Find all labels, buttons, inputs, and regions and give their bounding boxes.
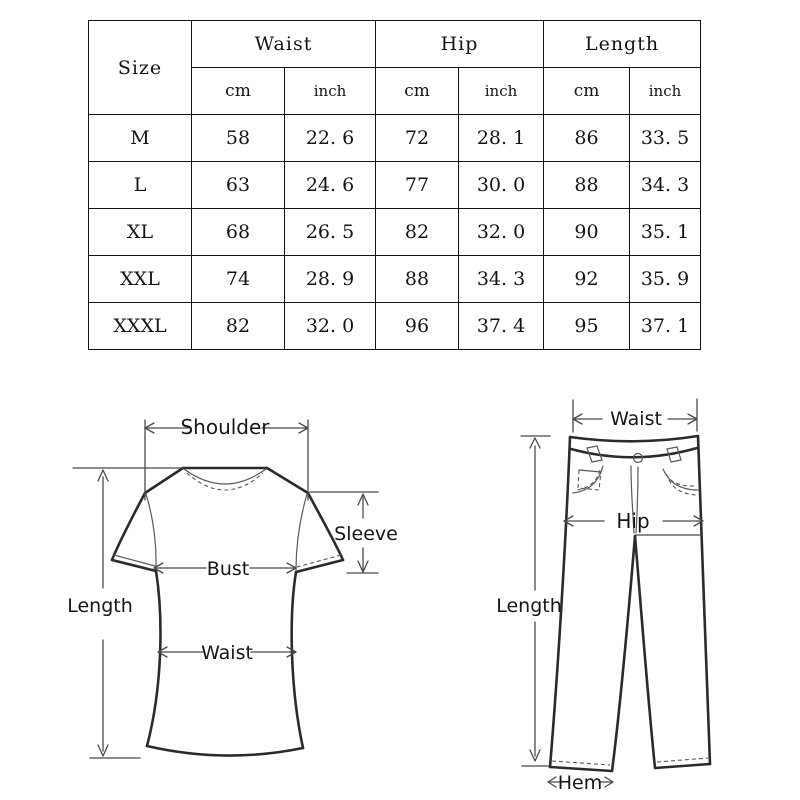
waist-inch-cell: 24. 6 <box>285 162 376 209</box>
tshirt-outline <box>112 468 343 756</box>
tshirt-collar-and-seams <box>114 469 341 570</box>
hip-cm-header: cm <box>376 68 459 115</box>
table-row-l <box>89 162 701 209</box>
waist-cm-cell: 82 <box>192 303 285 350</box>
hip-inch-cell: 28. 1 <box>459 115 544 162</box>
waist-cm-cell: 74 <box>192 256 285 303</box>
waist-cm-cell: 58 <box>192 115 285 162</box>
table-row-xl <box>89 209 701 256</box>
waist-inch-cell: 22. 6 <box>285 115 376 162</box>
size-cell: XL <box>89 209 192 256</box>
shirt-shoulder-label: Shoulder <box>180 415 270 439</box>
length-cm-cell: 90 <box>544 209 630 256</box>
hip-inch-cell: 32. 0 <box>459 209 544 256</box>
shirt-length-label: Length <box>67 595 133 617</box>
pants-measurement-diagram <box>440 390 800 800</box>
pants-hip-label: Hip <box>616 509 650 533</box>
col-header-hip: Hip <box>376 21 544 68</box>
waist-inch-cell: 32. 0 <box>285 303 376 350</box>
length-inch-header: inch <box>630 68 701 115</box>
pants-waist-label: Waist <box>610 408 662 430</box>
table-row-m <box>89 115 701 162</box>
length-inch-cell: 35. 9 <box>630 256 701 303</box>
hip-cm-cell: 88 <box>376 256 459 303</box>
col-header-waist: Waist <box>192 21 376 68</box>
size-cell: XXL <box>89 256 192 303</box>
pants-length-label: Length <box>496 595 562 617</box>
length-cm-header: cm <box>544 68 630 115</box>
hip-inch-header: inch <box>459 68 544 115</box>
pocket-right <box>663 469 698 490</box>
waist-inch-cell: 26. 5 <box>285 209 376 256</box>
col-header-length: Length <box>544 21 701 68</box>
waist-cm-cell: 68 <box>192 209 285 256</box>
shirt-sleeve-label: Sleeve <box>334 523 398 545</box>
size-table <box>88 20 701 350</box>
hem-stitch-left <box>552 761 610 765</box>
pants-hem-label: Hem <box>557 772 603 794</box>
hip-inch-cell: 30. 0 <box>459 162 544 209</box>
size-cell: M <box>89 115 192 162</box>
waist-cm-header: cm <box>192 68 285 115</box>
hip-cm-cell: 82 <box>376 209 459 256</box>
hip-cm-cell: 77 <box>376 162 459 209</box>
shirt-bust-label: Bust <box>206 558 250 580</box>
shirt-waist-label: Waist <box>201 642 253 664</box>
waist-inch-header: inch <box>285 68 376 115</box>
size-cell: L <box>89 162 192 209</box>
hip-cm-cell: 72 <box>376 115 459 162</box>
length-inch-cell: 33. 5 <box>630 115 701 162</box>
waist-inch-cell: 28. 9 <box>285 256 376 303</box>
table-row-xxl <box>89 256 701 303</box>
hem-stitch-right <box>657 758 708 762</box>
length-inch-cell: 35. 1 <box>630 209 701 256</box>
length-cm-cell: 86 <box>544 115 630 162</box>
length-cm-cell: 88 <box>544 162 630 209</box>
hip-cm-cell: 96 <box>376 303 459 350</box>
col-header-size: Size <box>89 21 192 115</box>
waist-cm-cell: 63 <box>192 162 285 209</box>
hip-inch-cell: 34. 3 <box>459 256 544 303</box>
hip-inch-cell: 37. 4 <box>459 303 544 350</box>
length-cm-cell: 92 <box>544 256 630 303</box>
length-inch-cell: 37. 1 <box>630 303 701 350</box>
length-inch-cell: 34. 3 <box>630 162 701 209</box>
size-cell: XXXL <box>89 303 192 350</box>
pants-outline <box>550 436 710 771</box>
coin-pocket <box>579 470 601 472</box>
length-cm-cell: 95 <box>544 303 630 350</box>
tshirt-measurement-diagram <box>50 390 410 800</box>
table-row-xxxl <box>89 303 701 350</box>
